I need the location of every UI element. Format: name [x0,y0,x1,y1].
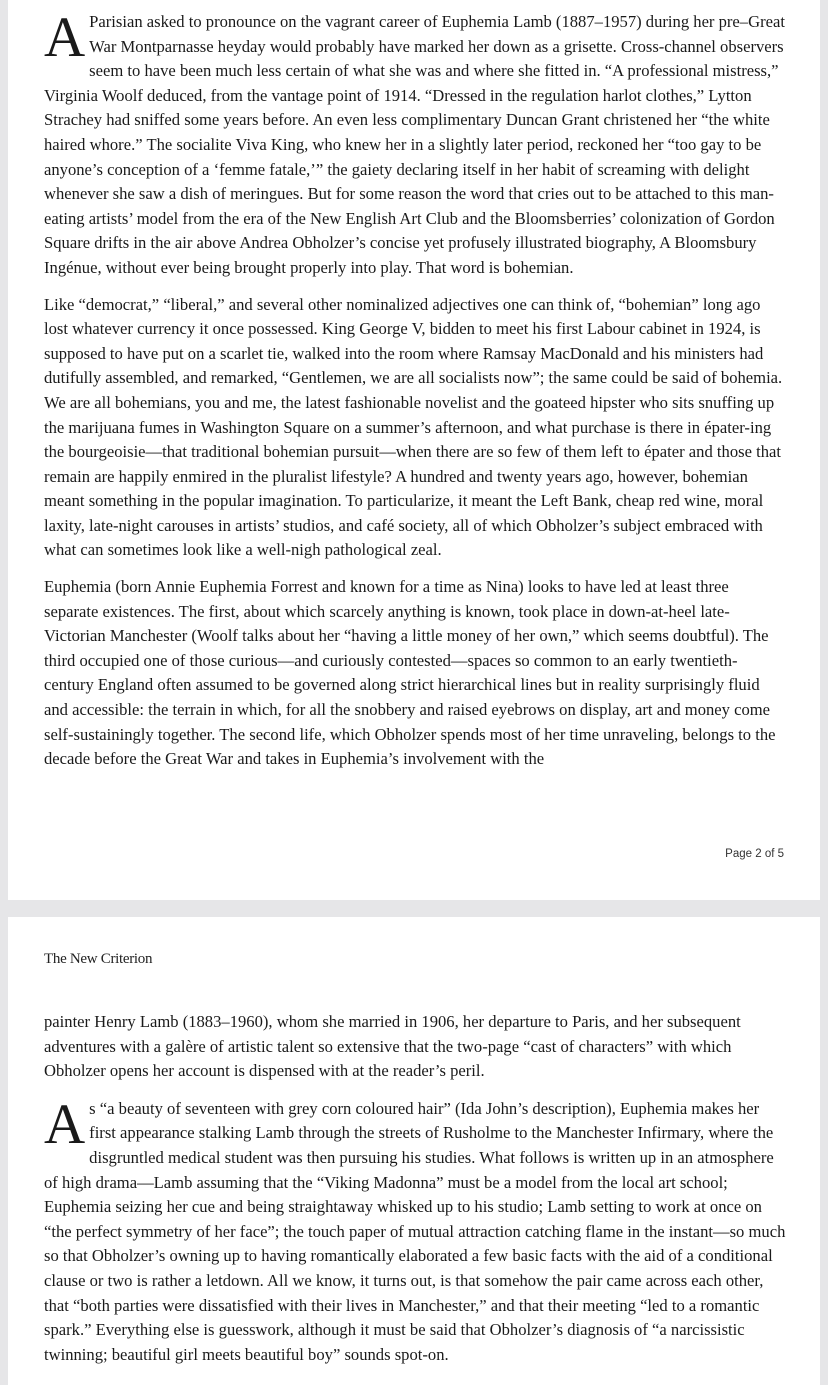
paragraph-2: Like “democrat,” “liberal,” and several other nominalized adjectives one can think of, “bohemian” long ago lost whatever currency it once possessed. King George V, bidden to meet his first Labour cabinet in 1924, is supposed to have put on a scarlet tie, walked into the room where Ramsay MacDonald and his ministers had dutifully assembled, and remarked, “Gentlemen, we are all socialists now”; the same could be said of bohemia. We are all bohemians, you and me, the latest fashionable novelist and the goateed hipster who sits snuffing up the marijuana fumes in Washington Square on a summer’s afternoon, and what purchase is there in épater-ing the bourgeoisie—that traditional bohemian pursuit—when there are so few of them left to épater and those that remain are happily enmired in the pluralist lifestyle? A hundred and twenty years ago, however, bohemian meant something in the popular imagination. To particularize, it meant the Left Bank, cheap red wine, moral laxity, late-night carouses in artists’ studios, and café society, all of which Obholzer’s subject embraced with what can sometimes look like a well-nigh pathological zeal. [44,294,783,560]
paragraph-1 [44,6,786,281]
document-page-1 [8,0,820,900]
drop-cap: A [44,1092,86,1156]
paragraph-1-text: Parisian asked to pronounce on the vagrant career of Euphemia Lamb (1887–1957) during her pre–Great War Montparnasse heyday would probably have marked her down as a grisette. Cross-channel observers seem to have been much less certain of what she was and where she fitted in. “A professional mistress,” Virginia Woolf deduced, from the vantage point of 1914. “Dressed in the regulation harlot clothes,” Lytton Strachey had sniffed some years before. An even less complimentary Duncan Grant christened her “the white haired whore.” The socialite Viva King, who knew her in a slightly later period, reckoned her “too gay to be anyone’s conception of a ‘femme fatale,’” the gaiety declaring itself in her habit of screaming with delight whenever she saw a dish of meringues. But for some reason the word that cries out to be attached to this man-eating artists’ model from the era of the New English Art Club and the Bloomsberries’ colonization of Gordon Square drifts in the air above Andrea Obholzer’s concise yet profusely illustrated biography, A Bloomsbury Ingénue, without ever being brought properly into play. That word is bohemian. [44,12,785,277]
paragraph-4: painter Henry Lamb (1883–1960), whom she married in 1906, her departure to Paris, and her subsequent adventures with a galère of artistic talent so extensive that the two-page “cast of characters” with which Obholzer opens her account is dispensed with at the reader’s peril. [44,1012,741,1081]
paragraph-3: Euphemia (born Annie Euphemia Forrest and known for a time as Nina) looks to have led at least three separate existences. The first, about which scarcely anything is known, took place in down-at-heel late-Victorian Manchester (Woolf talks about her “having a little money of her own,” which seems doubtful). The third occupied one of those curious—and curiously contested—spaces so common to an early twentieth-century England often assumed to be governed along strict hierarchical lines but in reality surprisingly fluid and accessible: the terrain in which, for all the snobbery and raised eyebrows on display, art and money come self-sustainingly together. The second life, which Obholzer spends most of her time unraveling, belongs to the decade before the Great War and takes in Euphemia’s involvement with the [44,577,776,769]
paragraph-5 [44,1092,786,1368]
document-page-2 [8,917,820,1385]
drop-cap: A [44,6,86,69]
page-number: Page 2 of 5 [725,848,784,860]
page-2-body [44,1010,786,1367]
paragraph-5-text: s “a beauty of seventeen with grey corn coloured hair” (Ida John’s description), Euphemia makes her first appearance stalking Lamb through the streets of Rusholme to the Manchester Infirmary, where the disgruntled medical student was then pursuing his studies. What follows is written up in an atmosphere of high drama—Lamb assuming that the “Viking Madonna” must be a model from the local art school; Euphemia seizing her cue and being straightaway whisked up to his studio; Lamb setting to work at once on “the perfect symmetry of her face”; the touch paper of mutual attraction catching flame in the instant—so much so that Obholzer’s owning up to having romantically elaborated a few basic facts with the aid of a conditional clause or two is rather a letdown. All we know, it turns out, is that somehow the pair came across each other, that “both parties were dissatisfied with their lives in Manchester,” and that their meeting “led to a romantic spark.” Everything else is guesswork, although it must be said that Obholzer’s diagnosis of “a narcissistic twinning; beautiful girl meets beautiful boy” sounds spot-on. [44,1098,786,1364]
publication-masthead: The New Criterion [44,951,153,967]
page-1-body [44,6,786,772]
